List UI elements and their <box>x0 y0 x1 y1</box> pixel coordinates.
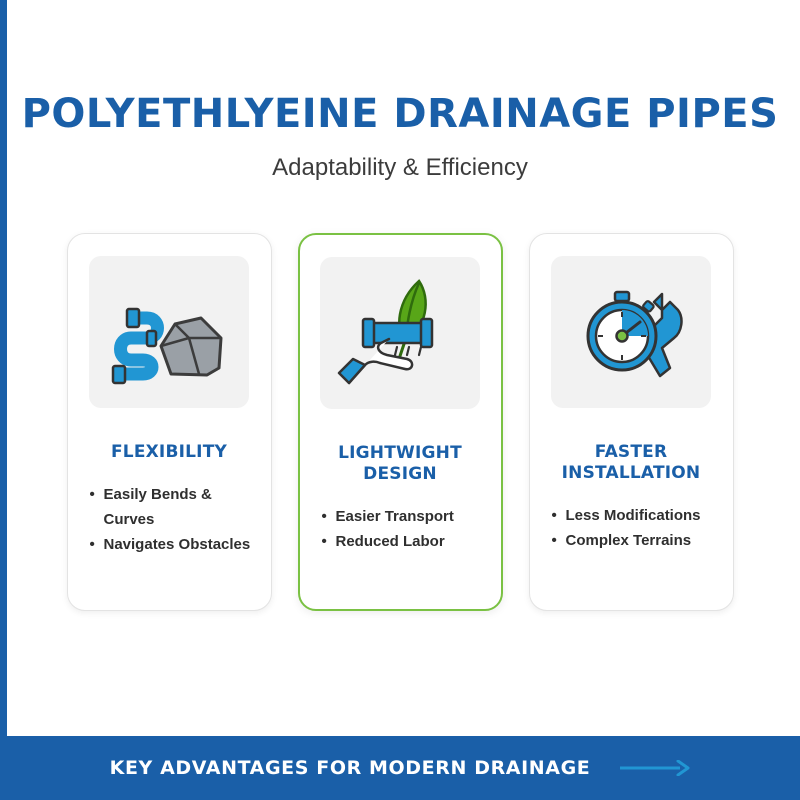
card-bullets-faster-installation <box>546 504 701 554</box>
card-bullets-lightweight <box>316 505 454 555</box>
icon-box-flexibility <box>89 256 249 408</box>
left-accent-bar <box>0 0 7 800</box>
icon-box-lightweight <box>320 257 480 409</box>
feather-in-hand-icon <box>335 273 465 393</box>
header <box>0 0 800 183</box>
bent-pipe-with-rock-icon <box>103 276 235 388</box>
list-item: • Navigates Obstacles <box>90 533 255 558</box>
stopwatch-and-wrench-icon <box>566 272 696 392</box>
list-item: • Easily Bends & Curves <box>90 483 255 533</box>
list-item: • Complex Terrains <box>552 529 701 554</box>
card-title-faster-installation: FASTER INSTALLATION <box>561 441 701 484</box>
card-title-flexibility: FLEXIBILITY <box>110 441 228 462</box>
list-item: • Reduced Labor <box>322 530 454 555</box>
card-bullets-flexibility <box>84 483 255 557</box>
card-flexibility[interactable] <box>67 233 272 611</box>
footer-banner <box>0 736 800 800</box>
footer-text: KEY ADVANTAGES FOR MODERN DRAINAGE <box>109 757 591 779</box>
list-item: • Easier Transport <box>322 505 454 530</box>
list-item: • Less Modifications <box>552 504 701 529</box>
page-subtitle: Adaptability & Efficiency <box>272 154 528 181</box>
arrow-right-icon <box>620 760 690 776</box>
card-faster-installation[interactable] <box>529 233 734 611</box>
card-lightweight-design[interactable] <box>298 233 503 611</box>
icon-box-faster-installation <box>551 256 711 408</box>
card-title-lightweight: LIGHTWIGHT DESIGN <box>338 442 462 485</box>
cards-row <box>0 233 800 611</box>
page-title: POLYETHLYEINE DRAINAGE PIPES <box>21 91 779 137</box>
